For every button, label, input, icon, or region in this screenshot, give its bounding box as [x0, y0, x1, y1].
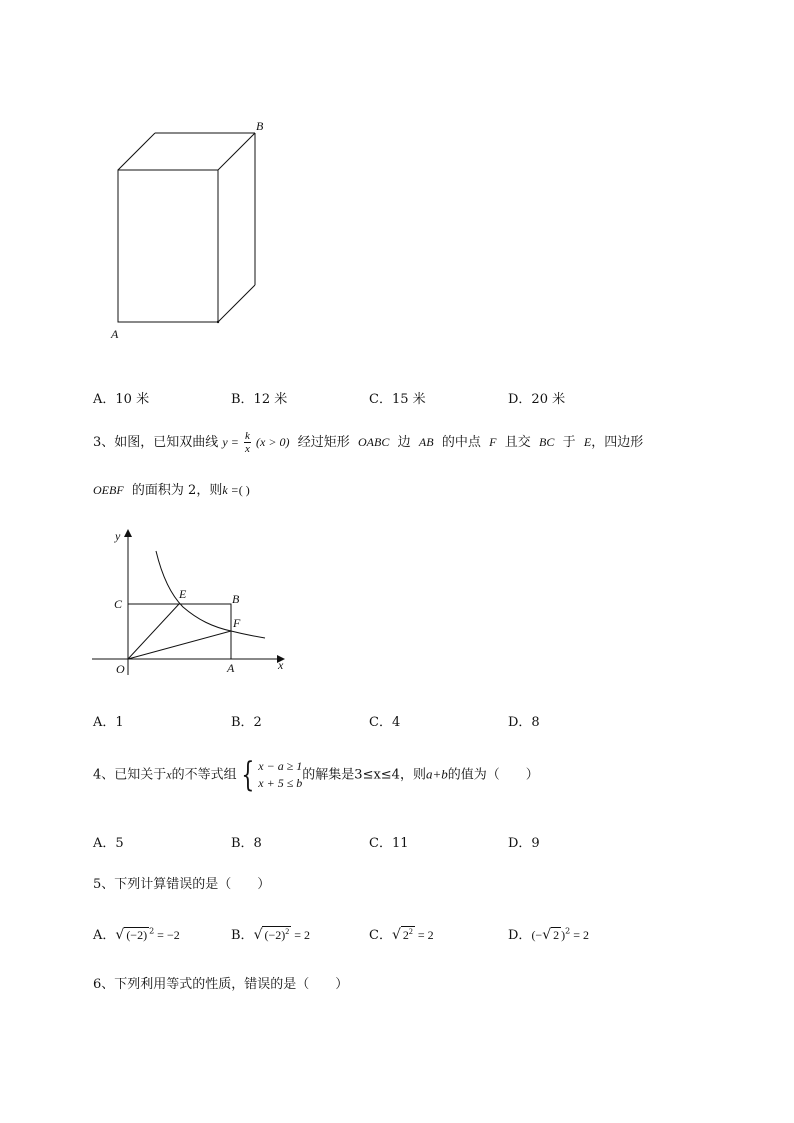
graph-label-f: F [233, 616, 241, 630]
q3-line2 [93, 479, 250, 498]
q3-mid6: ，四边形 [591, 435, 644, 450]
graph-label-a: A [227, 661, 235, 675]
q4-system [258, 758, 302, 792]
q4-x: x [166, 767, 172, 782]
q5-d-exp: 2 [565, 926, 571, 936]
q5-option-a[interactable]: A．√ (−2) $^2$ = −2 [93, 926, 180, 943]
box-label-b: B [256, 119, 264, 133]
q4-option-a[interactable]: A．5 [93, 836, 124, 851]
q4-mid: 的不等式组 [171, 767, 237, 783]
q3-option-a[interactable]: A．1 [93, 715, 124, 730]
q5-a-radicand: (−2) [126, 928, 148, 942]
q3-bc: BC [539, 435, 555, 449]
q5-c-exp: 2 [408, 927, 413, 936]
q6-text: 6、下列利用等式的性质，错误的是（ ） [93, 977, 349, 992]
q5-a-label: A． [93, 928, 116, 943]
q5-c-rhs: = 2 [414, 928, 434, 942]
graph-label-o: O [116, 662, 125, 676]
q5-b-radicand [262, 926, 291, 943]
q5-option-c[interactable]: C．√ $2^2 = 2$ [369, 927, 434, 943]
q4-prefix: 4、已知关于 [93, 767, 167, 783]
q5-b-rhs: = 2 [291, 928, 311, 942]
q3-frac-den: x [245, 443, 250, 455]
q3-option-d[interactable]: D．8 [508, 715, 540, 730]
q3-mid4: 且交 [504, 435, 531, 450]
q4-ab: a+b [425, 766, 448, 782]
q5-d-radicand: 2 [553, 928, 560, 942]
q2-option-b[interactable]: B．12 米 [231, 392, 288, 407]
q5-a-exp: 2 [149, 926, 155, 936]
q2-option-a[interactable]: A．10 米 [93, 392, 150, 407]
q4-option-c[interactable]: C．11 [369, 836, 409, 851]
q3-mid5: 于 [562, 435, 576, 450]
q3-mid2: 边 [397, 435, 411, 450]
q3-paren: ( ) [238, 483, 250, 497]
q4-solution: 3≤x≤4 [354, 767, 400, 783]
box-figure [100, 110, 290, 350]
q3-line2-rest: 的面积为 2，则 [131, 483, 223, 498]
graph-label-c: C [114, 597, 123, 611]
q5-c-label: C． [369, 928, 392, 943]
q3-prefix: 3、如图，已知双曲线 [93, 435, 219, 450]
q4-suffix: 的值为（ ） [447, 767, 539, 783]
q5-c-inner: 2 [402, 928, 409, 942]
q3-graph [88, 525, 298, 680]
q4-then: ，则 [399, 767, 426, 783]
q4-brace: { [240, 755, 254, 795]
q3-line1 [93, 430, 643, 455]
q4-option-b[interactable]: B．8 [231, 836, 262, 851]
q4-ineq2: x + 5 ≤ b [258, 776, 303, 790]
q5-option-d[interactable]: D．(−√ 2 )$^2$ = 2 [508, 926, 589, 943]
q3-option-b[interactable]: B．2 [231, 715, 262, 730]
q3-fraction [244, 430, 251, 455]
graph-label-y: y [115, 529, 121, 543]
q2-option-c[interactable]: C．15 米 [369, 392, 426, 407]
q5-d-post: ) [561, 928, 566, 942]
graph-label-x: x [278, 658, 284, 672]
q5-a-rhs: = −2 [154, 928, 180, 942]
graph-label-b: B [232, 592, 240, 606]
q3-k-eq: k = [222, 483, 239, 497]
q5-d-pre: (− [531, 928, 543, 942]
box-label-a: A [111, 327, 119, 341]
q5-option-b[interactable]: B．√ $(-2)^2 = 2$ [231, 927, 311, 943]
q5-b-inner: (−2) [264, 928, 286, 942]
q5-d-rhs: = 2 [570, 928, 589, 942]
q3-oebf: OEBF [93, 483, 124, 497]
q5-c-radicand [401, 926, 415, 943]
q3-mid1: 经过矩形 [297, 435, 350, 450]
q2-option-d[interactable]: D．20 米 [508, 392, 566, 407]
q3-cond: (x > 0) [256, 435, 290, 449]
q3-ab: AB [418, 435, 434, 449]
q3-e: E [583, 435, 592, 449]
q3-frac-num: k [245, 430, 250, 442]
q5-b-label: B． [231, 928, 254, 943]
q4-solution-pre: 的解集是 [302, 767, 355, 783]
q3-option-c[interactable]: C．4 [369, 715, 401, 730]
q5-b-exp: 2 [285, 927, 290, 936]
q3-mid3: 的中点 [441, 435, 481, 450]
q3-oabc: OABC [358, 435, 390, 449]
q5-text: 5、下列计算错误的是（ ） [93, 877, 271, 892]
graph-label-e: E [179, 587, 187, 601]
q4-line [93, 755, 539, 795]
q3-y-eq: y = [222, 435, 239, 449]
q4-option-d[interactable]: D．9 [508, 836, 540, 851]
q4-ineq1: x − a ≥ 1 [258, 759, 303, 773]
q5-d-label: D． [508, 928, 532, 943]
q3-f: F [489, 435, 497, 449]
